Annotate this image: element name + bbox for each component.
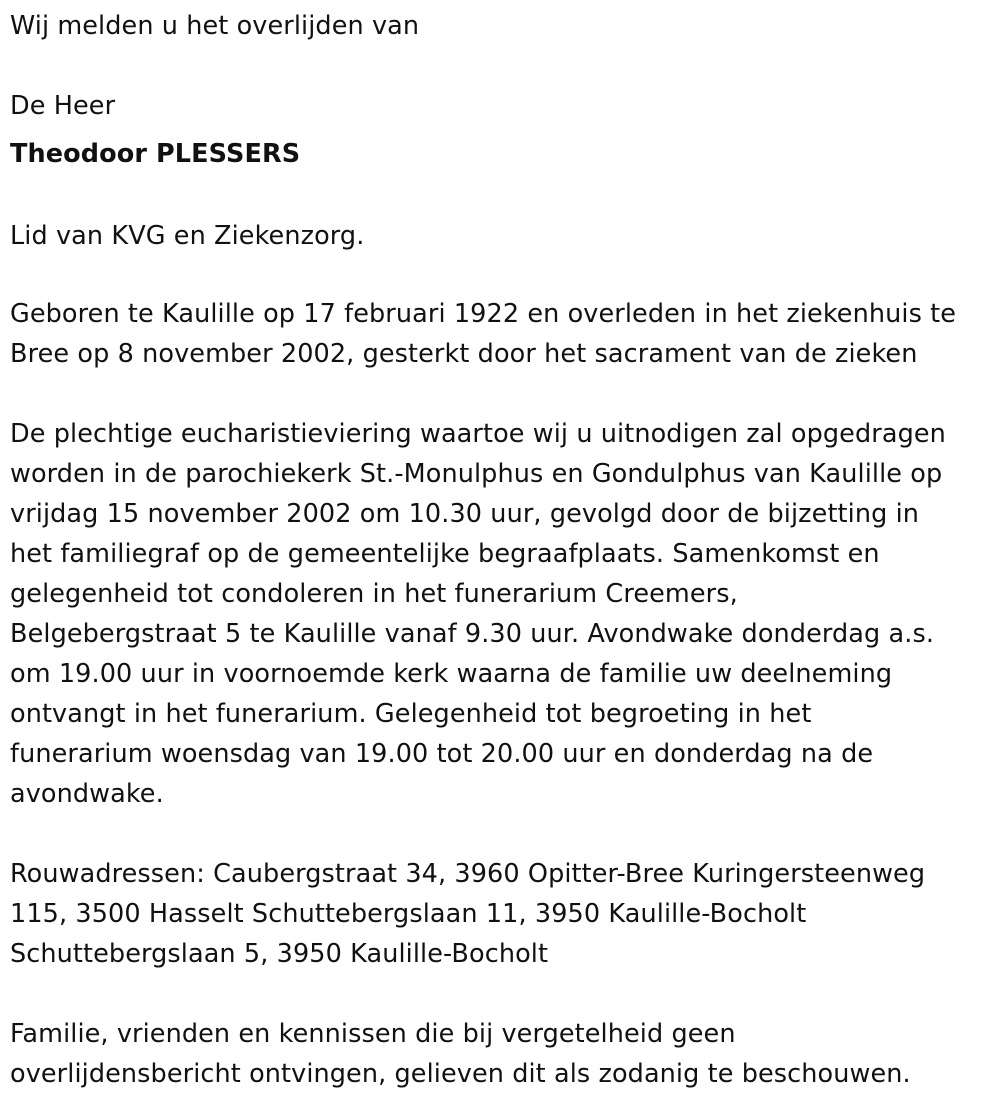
ceremony-line: De plechtige eucharistieviering waartoe wij u uitnodigen zal opgedragen bbox=[10, 419, 946, 449]
closing-line: overlijdensbericht ontvingen, gelieven dit als zodanig te beschouwen. bbox=[10, 1059, 911, 1089]
ceremony-line: ontvangt in het funerarium. Gelegenheid tot begroeting in het bbox=[10, 699, 812, 729]
ceremony-line: vrijdag 15 november 2002 om 10.30 uur, gevolgd door de bijzetting in bbox=[10, 499, 920, 529]
deceased-name: Theodoor PLESSERS bbox=[10, 139, 301, 169]
ceremony-line: het familiegraf op de gemeentelijke begraafplaats. Samenkomst en bbox=[10, 539, 880, 569]
intro-text: Wij melden u het overlijden van bbox=[10, 11, 420, 41]
ceremony-line: avondwake. bbox=[10, 779, 164, 809]
ceremony-line: om 19.00 uur in voornoemde kerk waarna de familie uw deelneming bbox=[10, 659, 893, 689]
membership-text: Lid van KVG en Ziekenzorg. bbox=[10, 221, 365, 251]
ceremony-line: funerarium woensdag van 19.00 tot 20.00 uur en donderdag na de bbox=[10, 739, 874, 769]
ceremony-line: gelegenheid tot condoleren in het funerarium Creemers, bbox=[10, 579, 738, 609]
address-line: Rouwadressen: Caubergstraat 34, 3960 Opitter-Bree Kuringersteenweg bbox=[10, 859, 926, 889]
salutation: De Heer bbox=[10, 91, 116, 121]
address-line: Schuttebergslaan 5, 3950 Kaulille-Bocholt bbox=[10, 939, 549, 969]
birth-death-line: Bree op 8 november 2002, gesterkt door het sacrament van de zieken bbox=[10, 339, 918, 369]
birth-death-line: Geboren te Kaulille op 17 februari 1922 en overleden in het ziekenhuis te bbox=[10, 299, 957, 329]
address-line: 115, 3500 Hasselt Schuttebergslaan 11, 3950 Kaulille-Bocholt bbox=[10, 899, 807, 929]
ceremony-line: Belgebergstraat 5 te Kaulille vanaf 9.30 uur. Avondwake donderdag a.s. bbox=[10, 619, 935, 649]
ceremony-line: worden in de parochiekerk St.-Monulphus en Gondulphus van Kaulille op bbox=[10, 459, 943, 489]
closing-line: Familie, vrienden en kennissen die bij vergetelheid geen bbox=[10, 1019, 736, 1049]
